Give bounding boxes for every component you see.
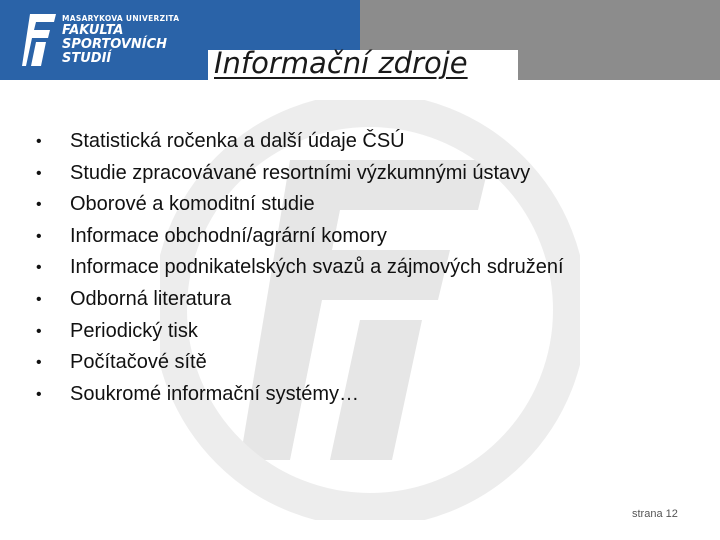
list-item-text: Odborná literatura xyxy=(70,287,232,310)
list-item-text: Soukromé informační systémy… xyxy=(70,382,359,405)
bullet-dot-icon: • xyxy=(36,354,42,372)
list-item-text: Studie zpracovávané resortními výzkumnými ústavy xyxy=(70,161,531,184)
list-item xyxy=(36,126,564,158)
list-item xyxy=(36,316,564,348)
faculty-logo-icon xyxy=(22,14,56,66)
bullet-dot-icon: • xyxy=(36,385,42,403)
list-item xyxy=(36,379,564,411)
page-number: strana 12 xyxy=(632,508,678,520)
list-item-text: Statistická ročenka a další údaje ČSÚ xyxy=(70,130,405,152)
logo-faculty-line1: FAKULTA xyxy=(62,23,124,38)
list-item xyxy=(36,347,564,379)
logo-faculty-line3: STUDIÍ xyxy=(62,51,112,66)
bullet-dot-icon: • xyxy=(36,227,42,245)
faculty-logo xyxy=(22,12,222,70)
bullet-dot-icon: • xyxy=(36,133,42,150)
page-title: Informační zdroje xyxy=(214,46,468,80)
list-item xyxy=(36,252,564,284)
list-item-text: Počítačové sítě xyxy=(70,351,207,374)
bullet-list xyxy=(36,126,564,410)
list-item xyxy=(36,284,564,316)
faculty-logo-text xyxy=(62,14,179,66)
list-item xyxy=(36,189,564,221)
list-item-text: Informace podnikatelských svazů a zájmových sdružení xyxy=(70,256,564,279)
logo-university-name: MASARYKOVA UNIVERZITA xyxy=(62,14,180,23)
list-item-text: Oborové a komoditní studie xyxy=(70,193,315,216)
bullet-dot-icon: • xyxy=(36,259,42,277)
list-item-text: Periodický tisk xyxy=(70,319,198,342)
bullet-dot-icon: • xyxy=(36,290,42,308)
bullet-dot-icon: • xyxy=(36,164,42,182)
bullet-dot-icon: • xyxy=(36,322,42,340)
bullet-dot-icon: • xyxy=(36,196,42,214)
logo-faculty-line2: SPORTOVNÍCH xyxy=(62,37,168,52)
list-item xyxy=(36,221,564,253)
list-item xyxy=(36,158,564,190)
list-item-text: Informace obchodní/agrární komory xyxy=(70,224,387,247)
